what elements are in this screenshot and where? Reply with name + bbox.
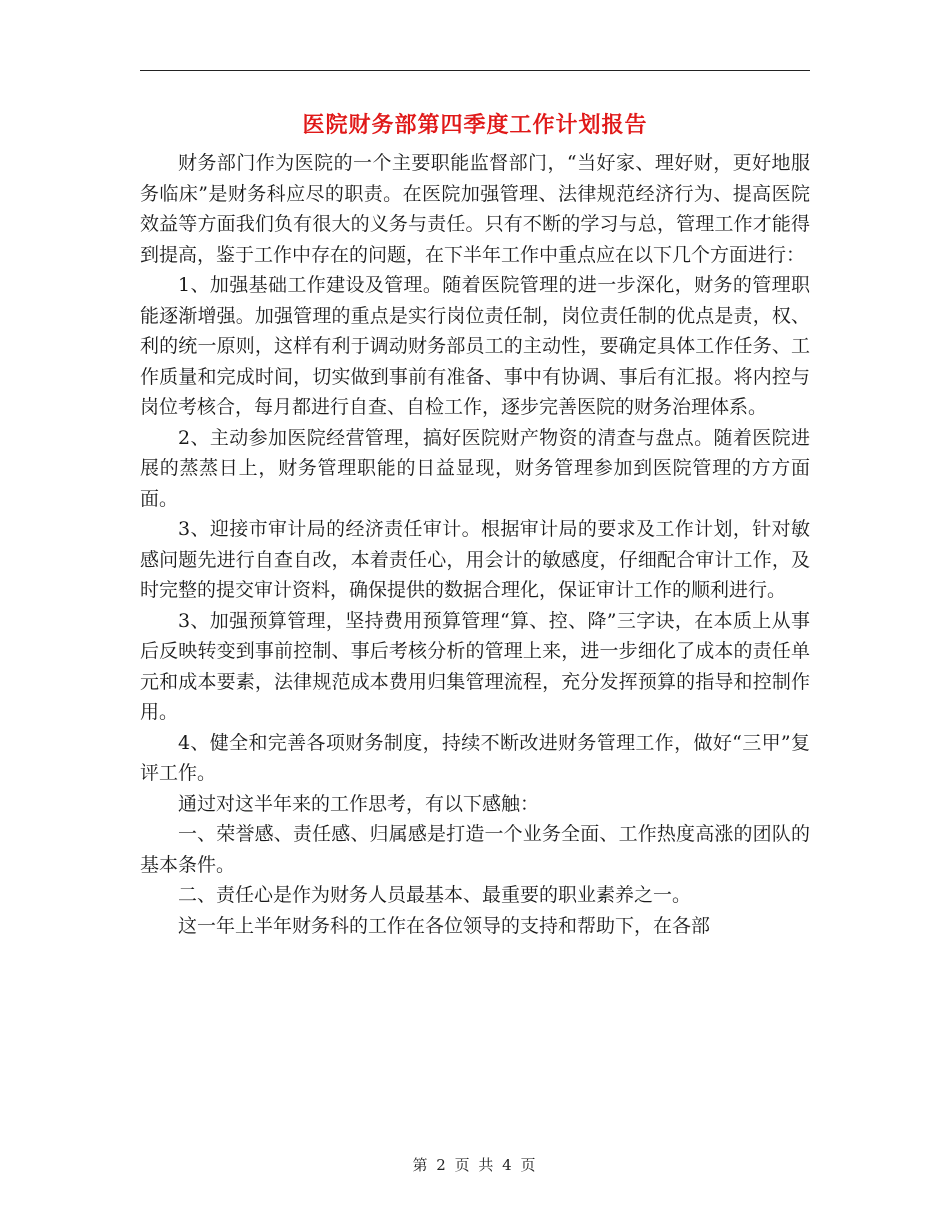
header-rule bbox=[140, 70, 810, 71]
paragraph-item-3-audit: 3、迎接市审计局的经济责任审计。根据审计局的要求及工作计划，针对敏感问题先进行自查自改，本着责任心，用会计的敏感度，仔细配合审计工作，及时完整的提交审计资料，确保提供的数据合理化，保证审计工作的顺利进行。 bbox=[140, 518, 810, 601]
document-body bbox=[140, 148, 810, 941]
paragraph-intro: 财务部门作为医院的一个主要职能监督部门，“当好家、理好财，更好地服务临床”是财务科应尽的职责。在医院加强管理、法律规范经济行为、提高医院效益等方面我们负有很大的义务与责任。只有不断的学习与总，管理工作才能得到提高，鉴于工作中存在的问题，在下半年工作中重点应在以下几个方面进行： bbox=[140, 152, 810, 266]
paragraph-item-1: 1、加强基础工作建设及管理。随着医院管理的进一步深化，财务的管理职能逐渐增强。加强管理的重点是实行岗位责任制，岗位责任制的优点是责，权、利的统一原则，这样有利于调动财务部员工的主动性，要确定具体工作任务、工作质量和完成时间，切实做到事前有准备、事中有协调、事后有汇报。将内控与岗位考核合，每月都进行自查、自检工作，逐步完善医院的财务治理体系。 bbox=[140, 274, 810, 418]
paragraph-item-2: 2、主动参加医院经营管理，搞好医院财产物资的清查与盘点。随着医院进展的蒸蒸日上，财务管理职能的日益显现，财务管理参加到医院管理的方方面面。 bbox=[140, 426, 810, 510]
paragraph-reflection-1: 一、荣誉感、责任感、归属感是打造一个业务全面、工作热度高涨的团队的基本条件。 bbox=[140, 823, 810, 876]
document-title: 医院财务部第四季度工作计划报告 bbox=[302, 112, 648, 138]
paragraph-closing: 这一年上半年财务科的工作在各位领导的支持和帮助下，在各部 bbox=[178, 914, 711, 937]
paragraph-item-4: 4、健全和完善各项财务制度，持续不断改进财务管理工作，做好“三甲”复评工作。 bbox=[140, 731, 810, 784]
page-number-footer: 第 2 页 共 4 页 bbox=[412, 1156, 538, 1174]
paragraph-reflection-intro: 通过对这半年来的工作思考，有以下感触： bbox=[178, 792, 540, 815]
paragraph-item-3-budget: 3、加强预算管理，坚持费用预算管理“算、控、降”三字诀，在本质上从事后反映转变到事前控制、事后考核分析的管理上来，进一步细化了成本的责任单元和成本要素，法律规范成本费用归集管理流程，充分发挥预算的指导和控制作用。 bbox=[140, 609, 810, 723]
paragraph-reflection-2: 二、责任心是作为财务人员最基本、最重要的职业素养之一。 bbox=[178, 884, 692, 906]
